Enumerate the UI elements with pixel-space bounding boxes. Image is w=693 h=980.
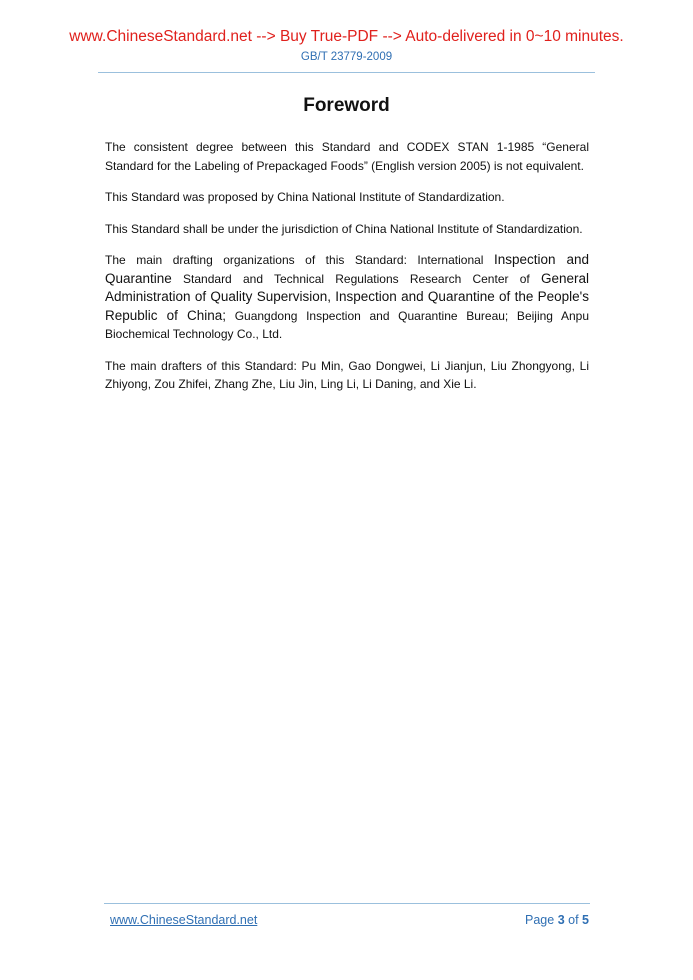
header-divider [98,72,595,73]
paragraph-proposed-by: This Standard was proposed by China National Institute of Standardization. [105,190,505,204]
drafting-org-text-1: The main drafting organizations of this Standard: International [105,253,494,267]
page-current: 3 [557,913,565,927]
page-total: 5 [582,913,589,927]
paragraph-drafters: The main drafters of this Standard: Pu Min, Gao Dongwei, Li Jianjun, Liu Zhongyong, Li Zhiyong, Zou Zhifei, Zhang Zhe, Liu Jin, Ling Li, Li Daning, and Xie Li. [105,358,589,391]
document-body [105,138,589,407]
paragraph-consistency: The consistent degree between this Standard and CODEX STAN 1-1985 “General Standard for the Labeling of Prepackaged Foods” (English version 2005) is not equivalent. [105,140,589,173]
page-indicator [525,913,589,927]
page-title: Foreword [303,95,390,116]
drafting-org-text-4: General Administration of Quality Supervision, Inspection and Quarantine of the People's Republic of China; [105,270,589,323]
page-label: Page [525,913,555,927]
header-banner[interactable]: www.ChineseStandard.net --> Buy True-PDF --> Auto-delivered in 0~10 minutes. [69,28,624,45]
paragraph-drafting-organizations [105,251,589,344]
standard-number: GB/T 23779-2009 [300,51,393,63]
drafting-org-text-2: Inspection and Quarantine [105,252,589,286]
footer-site-link[interactable]: www.ChineseStandard.net [110,913,258,927]
drafting-org-text-3: Standard and Technical Regulations Research Center of [171,271,541,286]
paragraph-jurisdiction: This Standard shall be under the jurisdiction of China National Institute of Standardization. [105,221,583,236]
drafting-org-text-5: Guangdong Inspection and Quarantine Bureau; Beijing Anpu Biochemical Technology Co., Ltd. [105,308,589,341]
footer-divider [104,903,590,904]
page-of: of [568,913,579,927]
